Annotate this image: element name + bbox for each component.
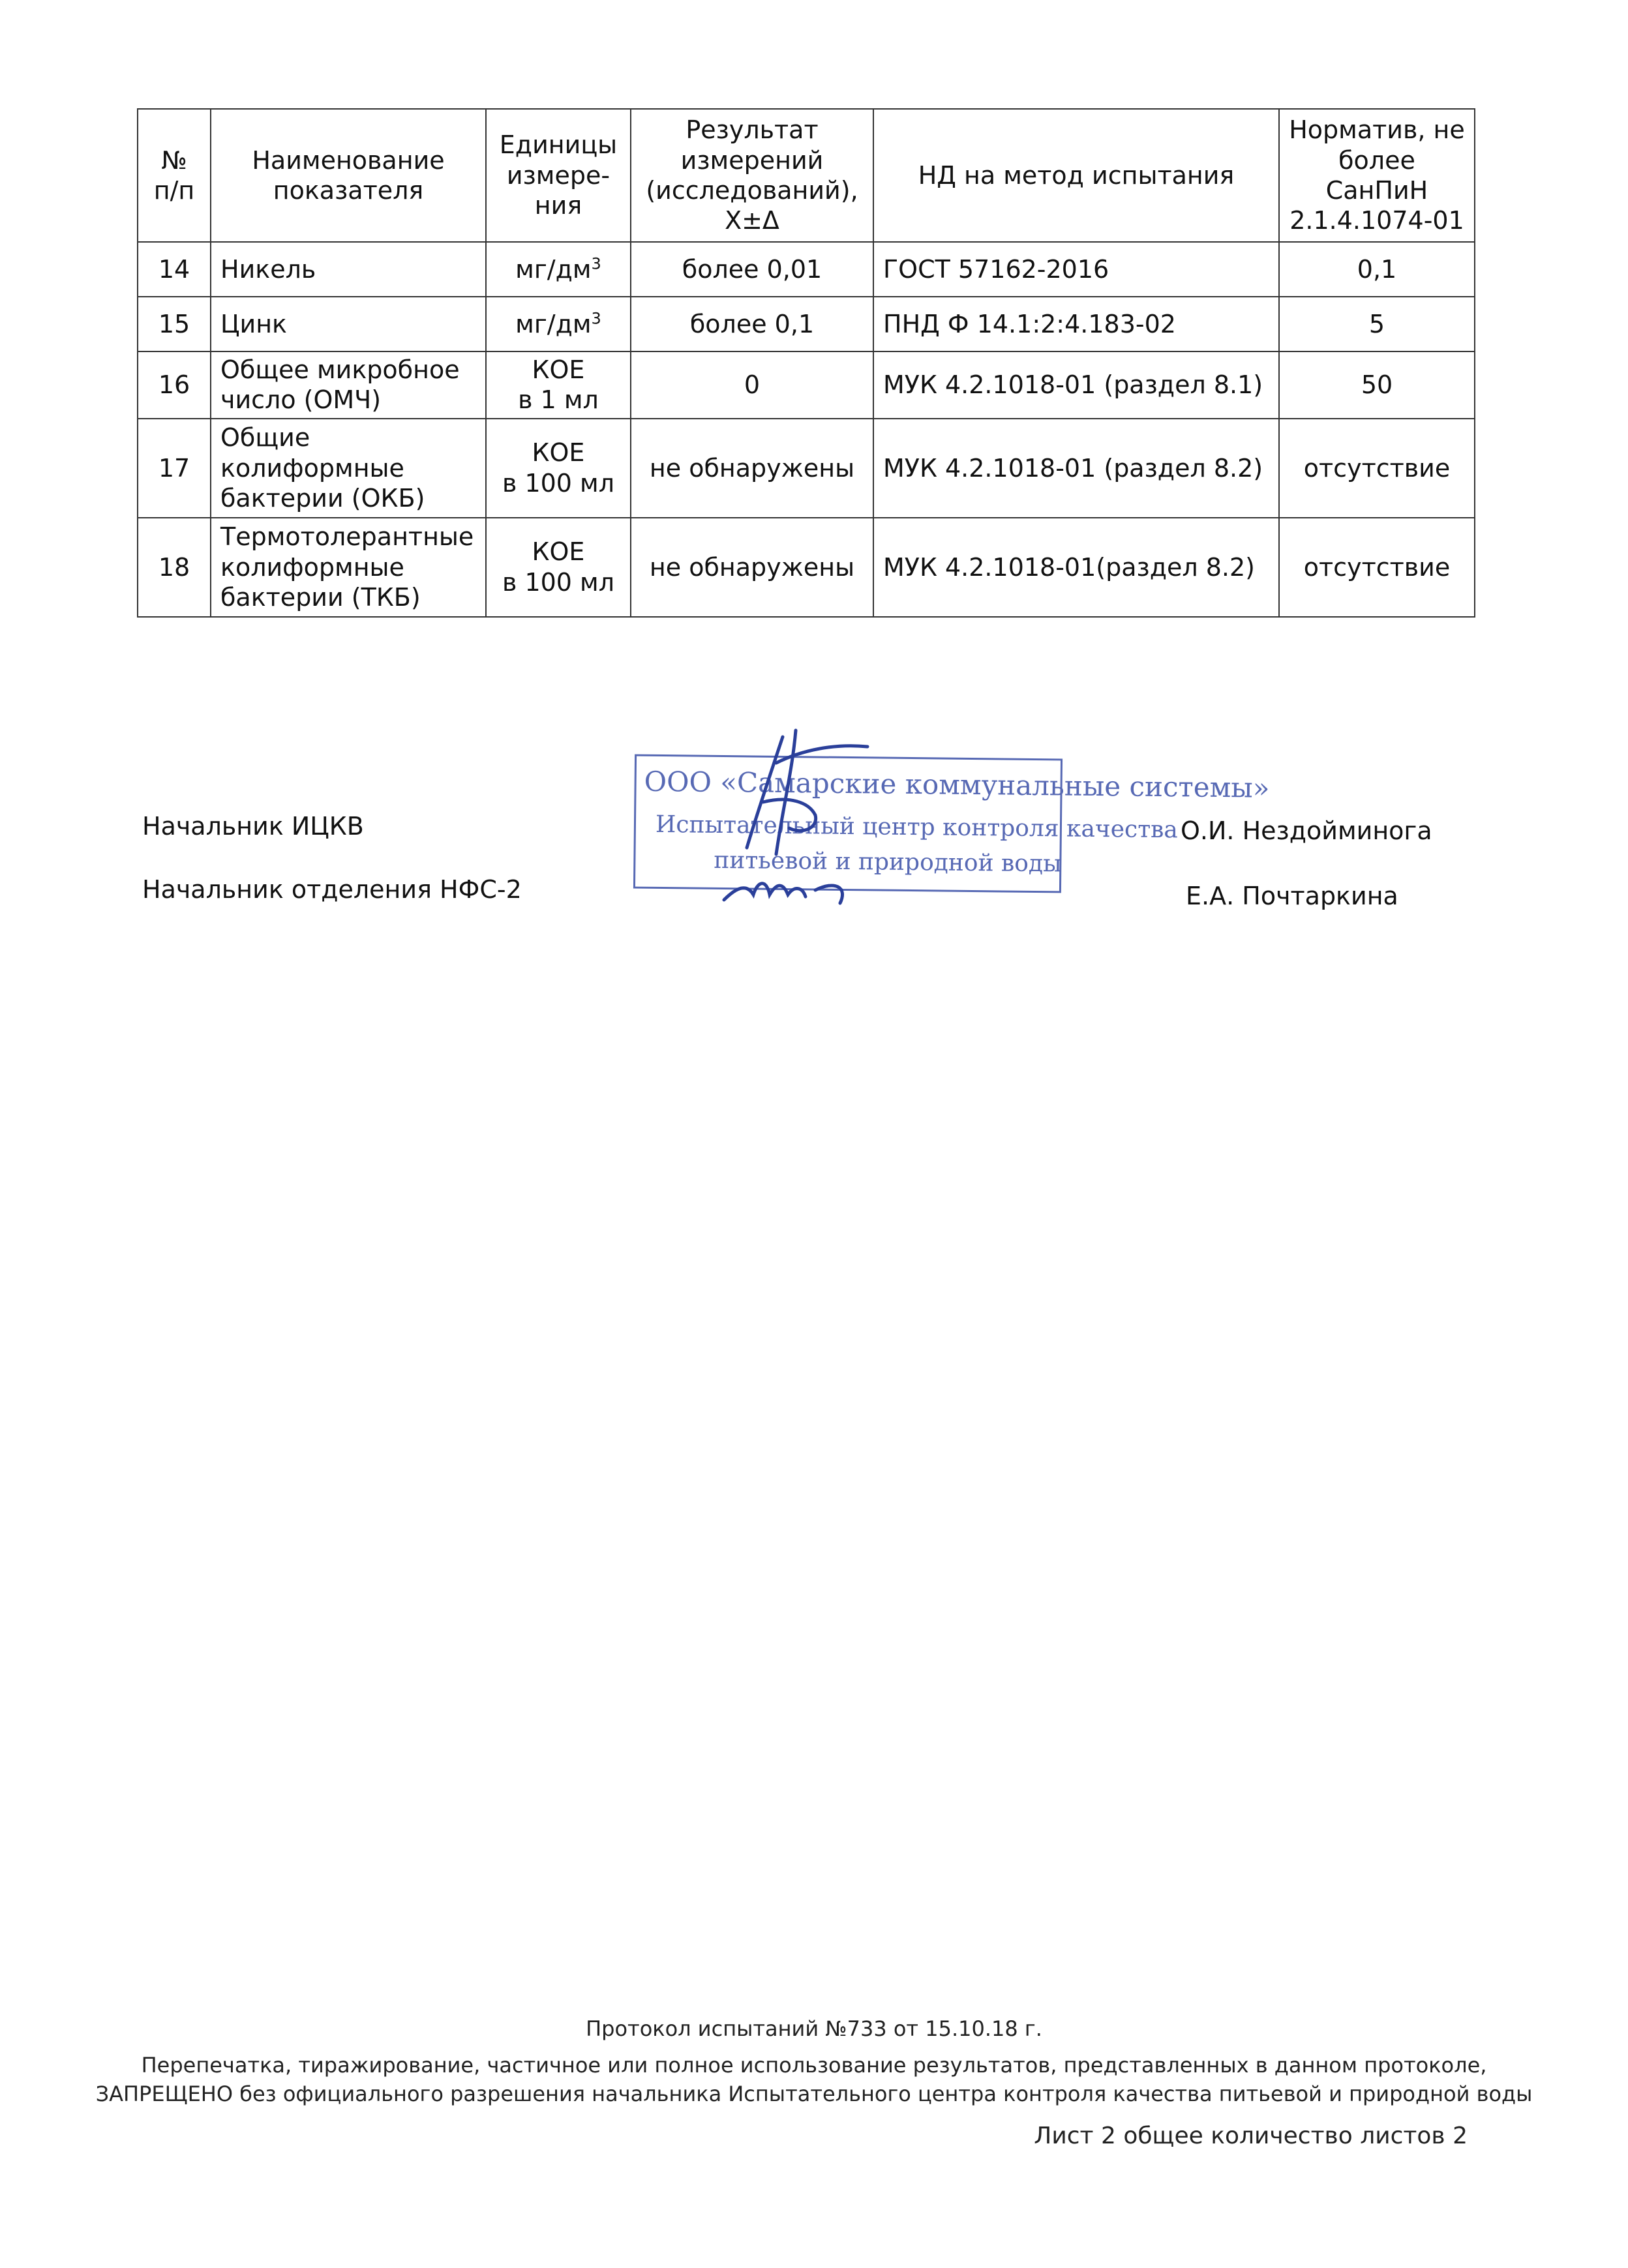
result-value: более 0,1 bbox=[631, 297, 873, 351]
indicator-name: Цинк bbox=[211, 297, 486, 351]
dept-head-title: Начальник отделения НФС-2 bbox=[142, 875, 522, 904]
row-number: 17 bbox=[138, 419, 211, 518]
table-row bbox=[138, 419, 1475, 518]
table-row bbox=[138, 297, 1475, 351]
unit: $мг/дм^3$ bbox=[486, 242, 631, 297]
stamp-line-1: ООО «Самарские коммунальные системы» bbox=[644, 765, 1270, 804]
row-number: 14 bbox=[138, 242, 211, 297]
header-unit: Единицы измере- ния bbox=[486, 109, 631, 242]
indicator-name: Термотолерантные колиформные бактерии (ТКБ) bbox=[211, 518, 486, 617]
header-num: № п/п bbox=[138, 109, 211, 242]
head-name: О.И. Нездойминога bbox=[1181, 816, 1432, 845]
row-number: 16 bbox=[138, 351, 211, 419]
result-value: 0 bbox=[631, 351, 873, 419]
method-document: МУК 4.2.1018-01 (раздел 8.2) bbox=[873, 419, 1279, 518]
norm-value: отсутствие bbox=[1279, 518, 1475, 617]
method-document: ГОСТ 57162-2016 bbox=[873, 242, 1279, 297]
table-row bbox=[138, 242, 1475, 297]
method-document: ПНД Ф 14.1:2:4.183-02 bbox=[873, 297, 1279, 351]
stamp-line-3: питьевой и природной воды bbox=[714, 846, 1063, 878]
unit: КОЕ в 1 мл bbox=[486, 351, 631, 419]
norm-value: 50 bbox=[1279, 351, 1475, 419]
stamp-line-2: Испытательный центр контроля качества bbox=[655, 811, 1179, 844]
unit: КОЕ в 100 мл bbox=[486, 419, 631, 518]
header-name: Наименование показателя bbox=[211, 109, 486, 242]
norm-value: 0,1 bbox=[1279, 242, 1475, 297]
row-number: 15 bbox=[138, 297, 211, 351]
norm-value: 5 bbox=[1279, 297, 1475, 351]
method-document: МУК 4.2.1018-01 (раздел 8.1) bbox=[873, 351, 1279, 419]
method-document: МУК 4.2.1018-01(раздел 8.2) bbox=[873, 518, 1279, 617]
indicator-name: Общее микробное число (ОМЧ) bbox=[211, 351, 486, 419]
footer-notice-line-1: Перепечатка, тиражирование, частичное или полное использование результатов, представленных в данном протоколе, bbox=[141, 2053, 1487, 2078]
header-result: Результат измерений (исследований), X±Δ bbox=[631, 109, 873, 242]
table-row bbox=[138, 518, 1475, 617]
norm-value: отсутствие bbox=[1279, 419, 1475, 518]
table-row bbox=[138, 351, 1475, 419]
results-table bbox=[137, 108, 1475, 618]
result-value: не обнаружены bbox=[631, 518, 873, 617]
unit: $мг/дм^3$ bbox=[486, 297, 631, 351]
head-title: Начальник ИЦКВ bbox=[142, 812, 364, 841]
header-nd: НД на метод испытания bbox=[873, 109, 1279, 242]
footer-protocol: Протокол испытаний №733 от 15.10.18 г. bbox=[586, 2016, 1042, 2041]
indicator-name: Никель bbox=[211, 242, 486, 297]
unit: КОЕ в 100 мл bbox=[486, 518, 631, 617]
handwritten-signature bbox=[685, 724, 900, 919]
row-number: 18 bbox=[138, 518, 211, 617]
header-norm: Норматив, не более СанПиН 2.1.4.1074-01 bbox=[1279, 109, 1475, 242]
sheet-number: Лист 2 общее количество листов 2 bbox=[1034, 2123, 1468, 2149]
indicator-name: Общие колиформные бактерии (ОКБ) bbox=[211, 419, 486, 518]
dept-head-name: Е.А. Почтаркина bbox=[1186, 882, 1398, 910]
result-value: более 0,01 bbox=[631, 242, 873, 297]
table-header-row bbox=[138, 109, 1475, 242]
result-value: не обнаружены bbox=[631, 419, 873, 518]
footer-notice-line-2: ЗАПРЕЩЕНО без официального разрешения начальника Испытательного центра контроля качества питьевой и природной воды bbox=[95, 2081, 1533, 2106]
